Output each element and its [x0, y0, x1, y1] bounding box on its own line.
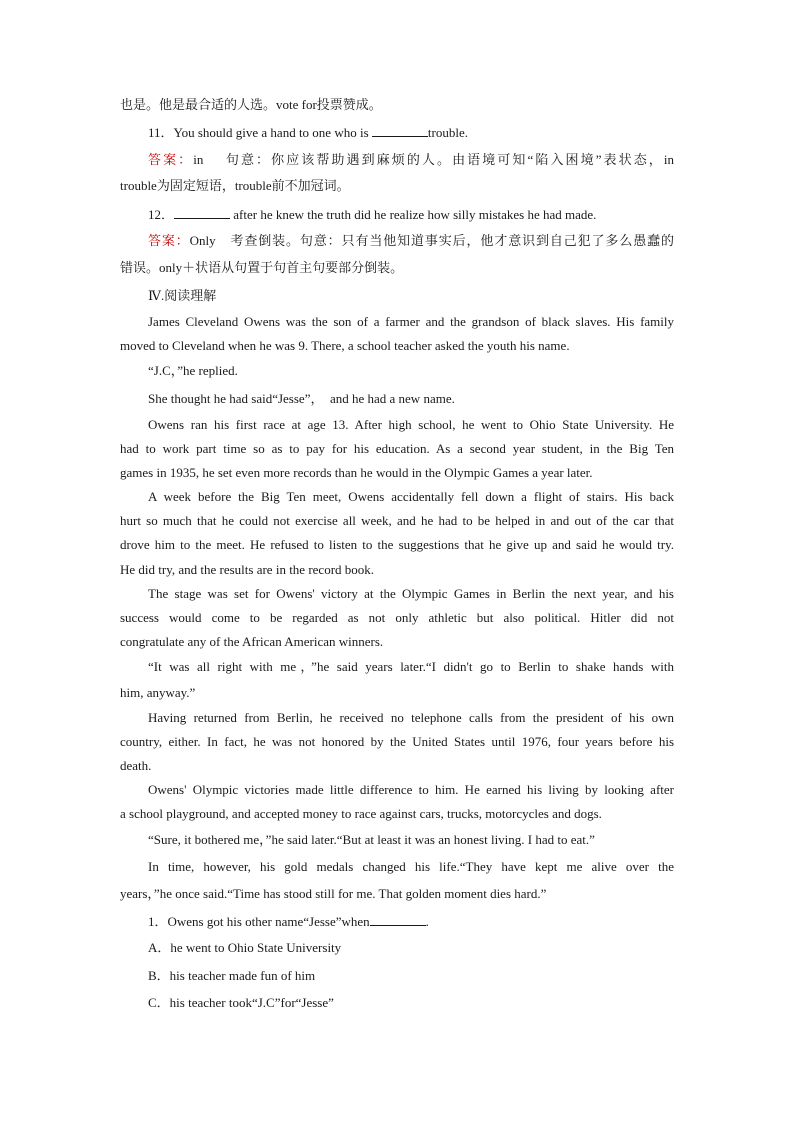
passage-p8-line2: country, either. In fact, he was not honored by the United States until 1976, four years before his — [120, 734, 674, 749]
answer-text: 错误。only＋状语从句置于句首主句要部分倒装。 — [120, 260, 404, 275]
answer-text: trouble为固定短语，trouble前不加冠词。 — [120, 178, 350, 193]
passage-p5-line2: hurt so much that he could not exercise all week, and he had to be helped in and out of the car that — [120, 513, 674, 528]
question-text: 11．You should give a hand to one who is — [148, 125, 372, 140]
option-a: A．he went to Ohio State University — [148, 940, 342, 955]
question-text: 1．Owens got his other name“Jesse”when — [148, 914, 370, 929]
passage-p6-line2: success would come to be regarded as not only athletic but also political. Hitler did not — [120, 610, 674, 625]
heading-text: Ⅳ.阅读理解 — [148, 288, 217, 303]
passage-p7-line1: “It was all right with me，”he said years later.“I didn't go to Berlin to shake hands with — [148, 659, 674, 674]
passage-p1-line2: moved to Cleveland when he was 9. There, a school teacher asked the youth his name. — [120, 338, 570, 353]
question-11 — [148, 123, 468, 142]
question-text: . — [425, 914, 429, 929]
passage-p9-line2: a school playground, and accepted money to race against cars, trucks, motorcycles and dogs. — [120, 806, 602, 821]
answer-11-cont — [120, 177, 350, 195]
passage-p10: “Sure, it bothered me，”he said later.“But at least it was an honest living. I had to eat.” — [148, 832, 595, 847]
answer-text: in 句意：你应该帮助遇到麻烦的人。由语境可知“陷入困境”表状态，in — [193, 152, 674, 167]
answer-label: 答案： — [148, 152, 194, 167]
passage-p11-line1: In time, however, his gold medals changed his life.“They have kept me alive over the — [148, 859, 674, 874]
passage-p1-line1: James Cleveland Owens was the son of a farmer and the grandson of black slaves. His family — [148, 314, 674, 329]
passage-p7-line2: him, anyway.” — [120, 685, 196, 700]
passage-p4-line2: had to work part time so as to pay for his education. As a second year student, in the Big Ten — [120, 441, 674, 456]
answer-text: Only 考查倒装。句意：只有当他知道事实后，他才意识到自己犯了多么愚蠢的 — [189, 233, 674, 248]
answer-12 — [148, 232, 674, 250]
continued-explanation — [120, 96, 382, 114]
passage-p5-line4: He did try, and the results are in the record book. — [120, 562, 375, 577]
answer-11 — [148, 151, 674, 169]
question-text: 12． — [148, 207, 175, 222]
passage-p11-line2: years，”he once said.“Time has stood still for me. That golden moment dies hard.” — [120, 886, 547, 901]
passage-p6-line3: congratulate any of the African American winners. — [120, 634, 384, 649]
line-text: 也是。他是最合适的人选。vote for投票赞成。 — [120, 97, 382, 112]
passage-p3: She thought he had said“Jesse”， and he had a new name. — [148, 391, 455, 406]
passage-p5-line3: drove him to the meet. He refused to listen to the suggestions that he give up and said he would try. — [120, 537, 674, 552]
passage-p4-line1: Owens ran his first race at age 13. After high school, he went to Ohio State University. He — [148, 417, 674, 432]
section-heading — [148, 287, 216, 305]
passage-p8-line3: death. — [120, 758, 152, 773]
passage-p4-line3: games in 1935, he set even more records than he would in the Olympic Games a year later. — [120, 465, 593, 480]
question-1 — [148, 912, 429, 931]
question-text: after he knew the truth did he realize how silly mistakes he had made. — [230, 207, 597, 222]
question-12 — [148, 205, 596, 224]
option-b: B．his teacher made fun of him — [148, 968, 316, 983]
answer-blank — [372, 123, 428, 137]
answer-label: 答案： — [148, 233, 190, 248]
answer-blank — [174, 205, 230, 219]
passage-p6-line1: The stage was set for Owens' victory at the Olympic Games in Berlin the next year, and his — [148, 586, 674, 601]
answer-12-cont — [120, 259, 403, 277]
question-text: trouble. — [427, 125, 468, 140]
passage-p8-line1: Having returned from Berlin, he received no telephone calls from the president of his own — [148, 710, 674, 725]
option-c: C．his teacher took“J.C”for“Jesse” — [148, 995, 334, 1010]
answer-blank — [370, 912, 426, 926]
passage-p2: “J.C，”he replied. — [148, 363, 238, 378]
passage-p9-line1: Owens' Olympic victories made little difference to him. He earned his living by looking after — [148, 782, 674, 797]
passage-p5-line1: A week before the Big Ten meet, Owens accidentally fell down a flight of stairs. His back — [148, 489, 674, 504]
